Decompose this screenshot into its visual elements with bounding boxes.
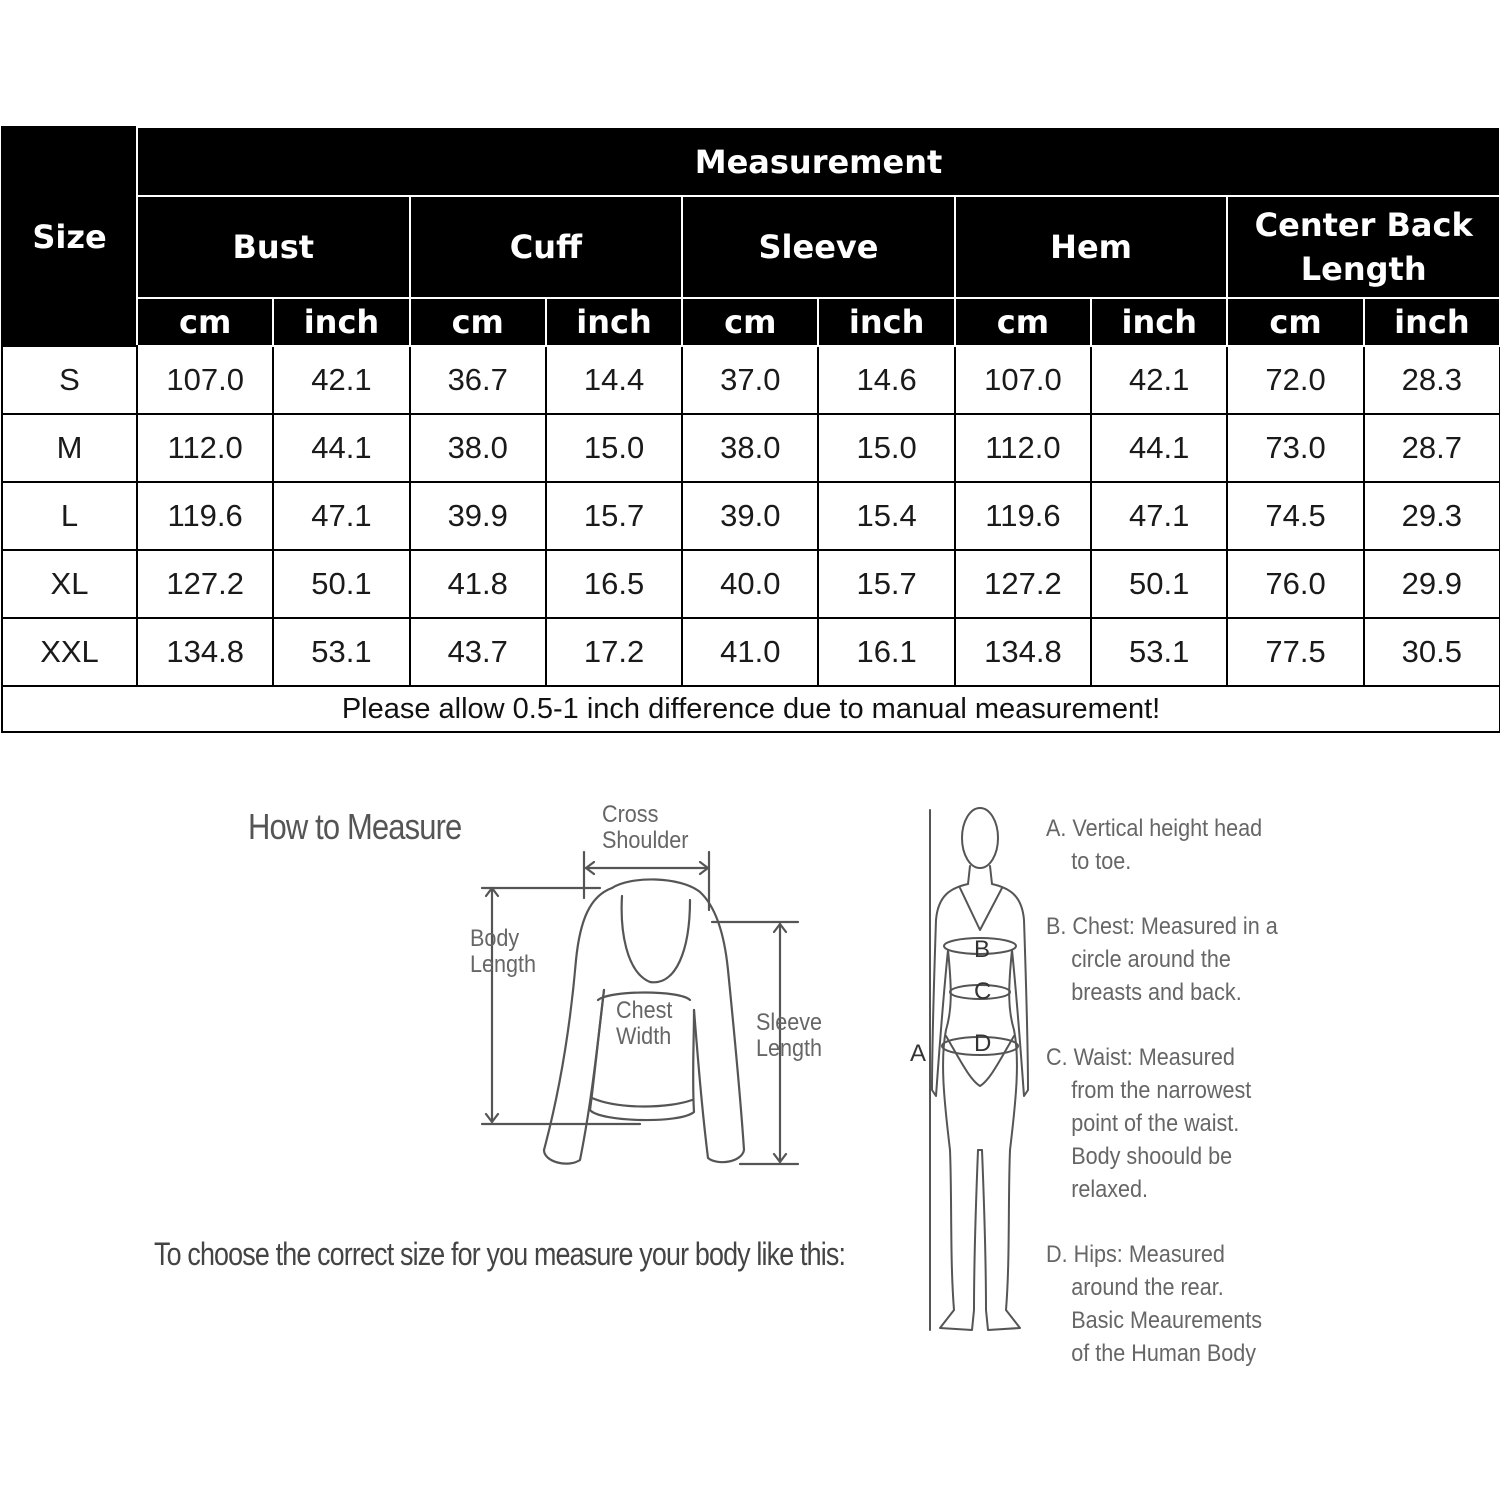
unit-header-cm: cm (137, 298, 273, 346)
size-chart-table (1, 126, 1500, 733)
value-cell: 76.0 (1227, 550, 1363, 618)
definition-line: from the narrowest (1071, 1077, 1252, 1104)
chest-width-label: Chest Width (616, 997, 673, 1050)
unit-header-inch: inch (273, 298, 409, 346)
value-cell: 112.0 (137, 414, 273, 482)
definition-line: Body shoould be (1071, 1143, 1233, 1170)
definition-line: Basic Meaurements (1071, 1307, 1263, 1334)
table-row (2, 482, 1500, 550)
definition-line: of the Human Body (1071, 1340, 1257, 1367)
value-cell: 50.1 (273, 550, 409, 618)
size-cell: XXL (2, 618, 137, 686)
definition-line: D. Hips: Measured (1046, 1241, 1225, 1268)
table-row (2, 346, 1500, 414)
value-cell: 28.7 (1364, 414, 1500, 482)
how-to-measure-title: How to Measure (248, 806, 462, 847)
value-cell: 44.1 (273, 414, 409, 482)
definition-line: around the rear. (1071, 1274, 1224, 1301)
value-cell: 14.4 (546, 346, 682, 414)
value-cell: 73.0 (1227, 414, 1363, 482)
definition-line: point of the waist. (1071, 1110, 1240, 1137)
value-cell: 127.2 (137, 550, 273, 618)
measurement-header: Measurement (137, 127, 1500, 196)
definition-item (1046, 1238, 1316, 1370)
definition-line: to toe. (1071, 848, 1132, 875)
definition-item (1046, 812, 1316, 878)
value-cell: 112.0 (955, 414, 1091, 482)
value-cell: 17.2 (546, 618, 682, 686)
unit-header-cm: cm (1227, 298, 1363, 346)
definition-item (1046, 910, 1316, 1009)
value-cell: 40.0 (682, 550, 818, 618)
value-cell: 43.7 (410, 618, 546, 686)
unit-header-inch: inch (818, 298, 954, 346)
value-cell: 47.1 (273, 482, 409, 550)
measurement-note: Please allow 0.5-1 inch difference due to manual measurement! (2, 686, 1500, 732)
value-cell: 15.0 (818, 414, 954, 482)
value-cell: 107.0 (955, 346, 1091, 414)
value-cell: 39.9 (410, 482, 546, 550)
measurement-definitions (1046, 812, 1316, 1402)
value-cell: 127.2 (955, 550, 1091, 618)
size-cell: L (2, 482, 137, 550)
table-row (2, 414, 1500, 482)
value-cell: 15.7 (818, 550, 954, 618)
size-cell: XL (2, 550, 137, 618)
value-cell: 38.0 (410, 414, 546, 482)
size-cell: S (2, 346, 137, 414)
group-header-cuff: Cuff (410, 196, 683, 298)
value-cell: 119.6 (955, 482, 1091, 550)
value-cell: 47.1 (1091, 482, 1227, 550)
group-header-sleeve: Sleeve (682, 196, 955, 298)
waist-marker-c: C (974, 978, 992, 1005)
value-cell: 36.7 (410, 346, 546, 414)
definition-item (1046, 1041, 1316, 1206)
value-cell: 28.3 (1364, 346, 1500, 414)
unit-header-cm: cm (955, 298, 1091, 346)
value-cell: 39.0 (682, 482, 818, 550)
value-cell: 53.1 (1091, 618, 1227, 686)
sleeve-length-label: Sleeve Length (756, 1009, 823, 1062)
definition-line: breasts and back. (1071, 979, 1242, 1006)
value-cell: 16.5 (546, 550, 682, 618)
size-cell: M (2, 414, 137, 482)
cross-shoulder-label: Cross Shoulder (602, 801, 689, 854)
value-cell: 77.5 (1227, 618, 1363, 686)
size-column-header: Size (2, 127, 137, 346)
group-header-bust: Bust (137, 196, 410, 298)
value-cell: 134.8 (137, 618, 273, 686)
value-cell: 37.0 (682, 346, 818, 414)
definition-line: circle around the (1071, 946, 1231, 973)
unit-header-inch: inch (546, 298, 682, 346)
value-cell: 41.0 (682, 618, 818, 686)
unit-header-inch: inch (1091, 298, 1227, 346)
definition-line: C. Waist: Measured (1046, 1044, 1235, 1071)
value-cell: 41.8 (410, 550, 546, 618)
body-length-label: Body Length (470, 925, 537, 978)
value-cell: 15.0 (546, 414, 682, 482)
definition-line: B. Chest: Measured in a (1046, 913, 1278, 940)
value-cell: 50.1 (1091, 550, 1227, 618)
value-cell: 72.0 (1227, 346, 1363, 414)
value-cell: 119.6 (137, 482, 273, 550)
value-cell: 15.4 (818, 482, 954, 550)
value-cell: 107.0 (137, 346, 273, 414)
value-cell: 38.0 (682, 414, 818, 482)
height-marker-a: A (910, 1040, 927, 1067)
unit-header-inch: inch (1364, 298, 1500, 346)
unit-header-cm: cm (682, 298, 818, 346)
hips-marker-d: D (974, 1030, 992, 1057)
value-cell: 44.1 (1091, 414, 1227, 482)
value-cell: 29.9 (1364, 550, 1500, 618)
chest-marker-b: B (974, 936, 991, 963)
choose-size-instruction: To choose the correct size for you measure your body like this: (154, 1236, 846, 1272)
group-header-hem: Hem (955, 196, 1228, 298)
value-cell: 42.1 (273, 346, 409, 414)
value-cell: 15.7 (546, 482, 682, 550)
value-cell: 30.5 (1364, 618, 1500, 686)
table-row (2, 618, 1500, 686)
definition-line: A. Vertical height head (1046, 815, 1263, 842)
value-cell: 16.1 (818, 618, 954, 686)
value-cell: 14.6 (818, 346, 954, 414)
value-cell: 74.5 (1227, 482, 1363, 550)
group-header-center-back-length: Center Back Length (1227, 196, 1500, 298)
table-row (2, 550, 1500, 618)
value-cell: 53.1 (273, 618, 409, 686)
value-cell: 134.8 (955, 618, 1091, 686)
value-cell: 42.1 (1091, 346, 1227, 414)
definition-line: relaxed. (1071, 1176, 1149, 1203)
value-cell: 29.3 (1364, 482, 1500, 550)
unit-header-cm: cm (410, 298, 546, 346)
